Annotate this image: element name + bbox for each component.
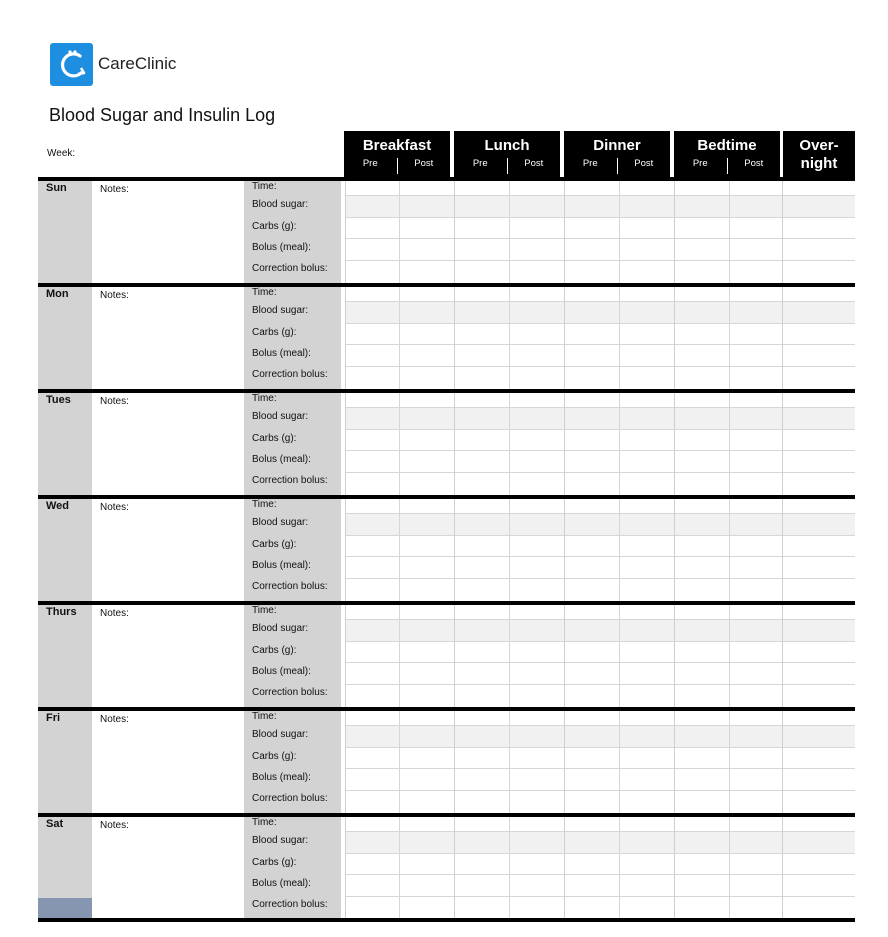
header-pre: Pre bbox=[582, 158, 598, 169]
entry-grid bbox=[345, 711, 855, 814]
entry-row[interactable] bbox=[345, 832, 855, 854]
entry-grid bbox=[345, 181, 855, 284]
grid-line bbox=[729, 605, 730, 708]
grid-line bbox=[782, 817, 783, 920]
day-name: Sat bbox=[46, 818, 64, 830]
grid-line bbox=[509, 287, 510, 390]
selected-cell[interactable] bbox=[38, 898, 92, 920]
grid-line bbox=[399, 605, 400, 708]
grid-line bbox=[782, 393, 783, 496]
row-label: Bolus (meal): bbox=[252, 560, 311, 571]
entry-row[interactable] bbox=[345, 897, 855, 920]
header-post: Post bbox=[524, 158, 544, 169]
entry-row[interactable] bbox=[345, 685, 855, 708]
grid-line bbox=[345, 393, 346, 496]
grid-line bbox=[345, 711, 346, 814]
grid-line bbox=[399, 711, 400, 814]
day-block bbox=[38, 177, 855, 284]
day-name-cell bbox=[38, 181, 92, 284]
header-name: Breakfast bbox=[362, 137, 432, 154]
page-title: Blood Sugar and Insulin Log bbox=[49, 105, 276, 125]
grid-line bbox=[619, 287, 620, 390]
day-block bbox=[38, 707, 855, 814]
row-label: Bolus (meal): bbox=[252, 772, 311, 783]
grid-line bbox=[509, 393, 510, 496]
row-label: Bolus (meal): bbox=[252, 454, 311, 465]
entry-row[interactable] bbox=[345, 536, 855, 557]
entry-row[interactable] bbox=[345, 393, 855, 408]
entry-row[interactable] bbox=[345, 196, 855, 218]
grid-line bbox=[564, 287, 565, 390]
entry-row[interactable] bbox=[345, 854, 855, 875]
row-label: Blood sugar: bbox=[252, 835, 309, 846]
entry-grid bbox=[345, 499, 855, 602]
grid-line bbox=[674, 287, 675, 390]
grid-line bbox=[674, 181, 675, 284]
grid-line bbox=[564, 499, 565, 602]
week-label: Week: bbox=[47, 148, 76, 159]
row-label: Correction bolus: bbox=[252, 793, 328, 804]
row-label: Blood sugar: bbox=[252, 517, 309, 528]
entry-row[interactable] bbox=[345, 324, 855, 345]
row-labels bbox=[244, 817, 341, 920]
header-overnight-line1: Over- bbox=[799, 137, 839, 154]
entry-row[interactable] bbox=[345, 345, 855, 367]
entry-grid bbox=[345, 287, 855, 390]
row-label: Carbs (g): bbox=[252, 751, 297, 762]
day-name-cell bbox=[38, 605, 92, 708]
row-label: Time: bbox=[252, 393, 277, 404]
entry-grid bbox=[345, 817, 855, 920]
row-label: Blood sugar: bbox=[252, 199, 309, 210]
grid-line bbox=[619, 393, 620, 496]
row-label: Time: bbox=[252, 605, 277, 616]
header-dinner bbox=[564, 131, 670, 177]
grid-line bbox=[509, 711, 510, 814]
notes-label: Notes: bbox=[100, 608, 129, 619]
header-post: Post bbox=[414, 158, 434, 169]
grid-line bbox=[729, 817, 730, 920]
grid-line bbox=[454, 393, 455, 496]
grid-line bbox=[509, 499, 510, 602]
row-labels bbox=[244, 711, 341, 814]
header-name: Dinner bbox=[593, 137, 641, 154]
day-name-cell bbox=[38, 817, 92, 920]
row-label: Time: bbox=[252, 287, 277, 298]
grid-line bbox=[674, 499, 675, 602]
row-label: Bolus (meal): bbox=[252, 878, 311, 889]
grid-line bbox=[619, 181, 620, 284]
grid-line bbox=[509, 817, 510, 920]
row-label: Bolus (meal): bbox=[252, 666, 311, 677]
grid-line bbox=[564, 711, 565, 814]
day-name: Sun bbox=[46, 182, 67, 194]
notes-label: Notes: bbox=[100, 820, 129, 831]
day-name: Mon bbox=[46, 288, 69, 300]
entry-row[interactable] bbox=[345, 875, 855, 897]
entry-row[interactable] bbox=[345, 791, 855, 814]
row-labels bbox=[244, 605, 341, 708]
row-labels bbox=[244, 181, 341, 284]
grid-line bbox=[729, 499, 730, 602]
grid-line bbox=[619, 499, 620, 602]
day-block bbox=[38, 283, 855, 390]
entry-row[interactable] bbox=[345, 817, 855, 832]
row-label: Correction bolus: bbox=[252, 369, 328, 380]
entry-row[interactable] bbox=[345, 287, 855, 302]
row-label: Correction bolus: bbox=[252, 899, 328, 910]
entry-row[interactable] bbox=[345, 430, 855, 451]
grid-line bbox=[564, 817, 565, 920]
grid-line bbox=[619, 817, 620, 920]
row-label: Carbs (g): bbox=[252, 645, 297, 656]
row-labels bbox=[244, 287, 341, 390]
header-lunch bbox=[454, 131, 560, 177]
grid-line bbox=[399, 817, 400, 920]
grid-line bbox=[345, 499, 346, 602]
entry-row[interactable] bbox=[345, 181, 855, 196]
entry-row[interactable] bbox=[345, 748, 855, 769]
entry-row[interactable] bbox=[345, 261, 855, 284]
header-name: Bedtime bbox=[697, 137, 757, 154]
grid-line bbox=[345, 817, 346, 920]
entry-row[interactable] bbox=[345, 514, 855, 536]
entry-row[interactable] bbox=[345, 579, 855, 602]
notes-label: Notes: bbox=[100, 396, 129, 407]
day-block bbox=[38, 495, 855, 602]
grid-line bbox=[564, 605, 565, 708]
grid-line bbox=[509, 181, 510, 284]
grid-line bbox=[782, 605, 783, 708]
header-bedtime bbox=[674, 131, 780, 177]
row-label: Time: bbox=[252, 181, 277, 192]
row-label: Bolus (meal): bbox=[252, 242, 311, 253]
grid-line bbox=[399, 181, 400, 284]
entry-grid bbox=[345, 393, 855, 496]
grid-line bbox=[674, 393, 675, 496]
row-label: Carbs (g): bbox=[252, 433, 297, 444]
day-name: Thurs bbox=[46, 606, 77, 618]
row-label: Carbs (g): bbox=[252, 327, 297, 338]
day-block bbox=[38, 813, 855, 920]
grid-line bbox=[454, 181, 455, 284]
grid-line bbox=[619, 605, 620, 708]
row-label: Blood sugar: bbox=[252, 411, 309, 422]
notes-label: Notes: bbox=[100, 184, 129, 195]
grid-line bbox=[564, 393, 565, 496]
row-label: Carbs (g): bbox=[252, 539, 297, 550]
grid-line bbox=[345, 181, 346, 284]
grid-line bbox=[729, 711, 730, 814]
entry-row[interactable] bbox=[345, 605, 855, 620]
grid-line bbox=[454, 817, 455, 920]
row-labels bbox=[244, 393, 341, 496]
grid-line bbox=[674, 605, 675, 708]
grid-line bbox=[345, 287, 346, 390]
row-label: Blood sugar: bbox=[252, 305, 309, 316]
grid-line bbox=[674, 817, 675, 920]
header-pre: Pre bbox=[692, 158, 708, 169]
row-label: Correction bolus: bbox=[252, 475, 328, 486]
row-label: Carbs (g): bbox=[252, 221, 297, 232]
day-name-cell bbox=[38, 499, 92, 602]
grid-line bbox=[729, 287, 730, 390]
day-block bbox=[38, 601, 855, 708]
grid-line bbox=[399, 499, 400, 602]
entry-row[interactable] bbox=[345, 451, 855, 473]
row-label: Time: bbox=[252, 711, 277, 722]
table-bottom-border bbox=[38, 918, 855, 922]
grid-line bbox=[619, 711, 620, 814]
grid-line bbox=[782, 181, 783, 284]
entry-row[interactable] bbox=[345, 218, 855, 239]
grid-line bbox=[509, 605, 510, 708]
notes-label: Notes: bbox=[100, 714, 129, 725]
entry-grid bbox=[345, 605, 855, 708]
row-label: Carbs (g): bbox=[252, 857, 297, 868]
entry-row[interactable] bbox=[345, 726, 855, 748]
notes-label: Notes: bbox=[100, 290, 129, 301]
day-name: Wed bbox=[46, 500, 70, 512]
header-pre: Pre bbox=[362, 158, 378, 169]
entry-row[interactable] bbox=[345, 642, 855, 663]
entry-row[interactable] bbox=[345, 620, 855, 642]
day-block bbox=[38, 389, 855, 496]
grid-line bbox=[674, 711, 675, 814]
entry-row[interactable] bbox=[345, 408, 855, 430]
entry-row[interactable] bbox=[345, 769, 855, 791]
grid-line bbox=[454, 287, 455, 390]
header-pre: Pre bbox=[472, 158, 488, 169]
grid-line bbox=[454, 499, 455, 602]
day-name-cell bbox=[38, 287, 92, 390]
entry-row[interactable] bbox=[345, 302, 855, 324]
grid-line bbox=[454, 605, 455, 708]
grid-line bbox=[399, 287, 400, 390]
grid-line bbox=[782, 711, 783, 814]
grid-line bbox=[399, 393, 400, 496]
row-label: Blood sugar: bbox=[252, 729, 309, 740]
day-name-cell bbox=[38, 711, 92, 814]
grid-line bbox=[782, 287, 783, 390]
header-post: Post bbox=[744, 158, 764, 169]
grid-line bbox=[345, 605, 346, 708]
header-breakfast bbox=[344, 131, 450, 177]
entry-row[interactable] bbox=[345, 473, 855, 496]
grid-line bbox=[454, 711, 455, 814]
row-label: Correction bolus: bbox=[252, 687, 328, 698]
row-label: Bolus (meal): bbox=[252, 348, 311, 359]
entry-row[interactable] bbox=[345, 557, 855, 579]
brand-name: CareClinic bbox=[98, 54, 177, 73]
entry-row[interactable] bbox=[345, 239, 855, 261]
row-labels bbox=[244, 499, 341, 602]
row-label: Blood sugar: bbox=[252, 623, 309, 634]
row-label: Time: bbox=[252, 817, 277, 828]
brand bbox=[50, 42, 176, 86]
row-label: Correction bolus: bbox=[252, 263, 328, 274]
grid-line bbox=[729, 181, 730, 284]
grid-line bbox=[782, 499, 783, 602]
header-name: Lunch bbox=[484, 137, 530, 154]
grid-line bbox=[564, 181, 565, 284]
header-post: Post bbox=[634, 158, 654, 169]
entry-row[interactable] bbox=[345, 711, 855, 726]
grid-line bbox=[729, 393, 730, 496]
header-overnight bbox=[783, 131, 855, 177]
entry-row[interactable] bbox=[345, 499, 855, 514]
notes-label: Notes: bbox=[100, 502, 129, 513]
entry-row[interactable] bbox=[345, 663, 855, 685]
header-overnight-line2: night bbox=[800, 155, 838, 172]
row-label: Correction bolus: bbox=[252, 581, 328, 592]
day-name: Fri bbox=[46, 712, 61, 724]
row-label: Time: bbox=[252, 499, 277, 510]
entry-row[interactable] bbox=[345, 367, 855, 390]
day-name: Tues bbox=[46, 394, 71, 406]
careclinic-logo-icon bbox=[50, 43, 93, 86]
day-name-cell bbox=[38, 393, 92, 496]
